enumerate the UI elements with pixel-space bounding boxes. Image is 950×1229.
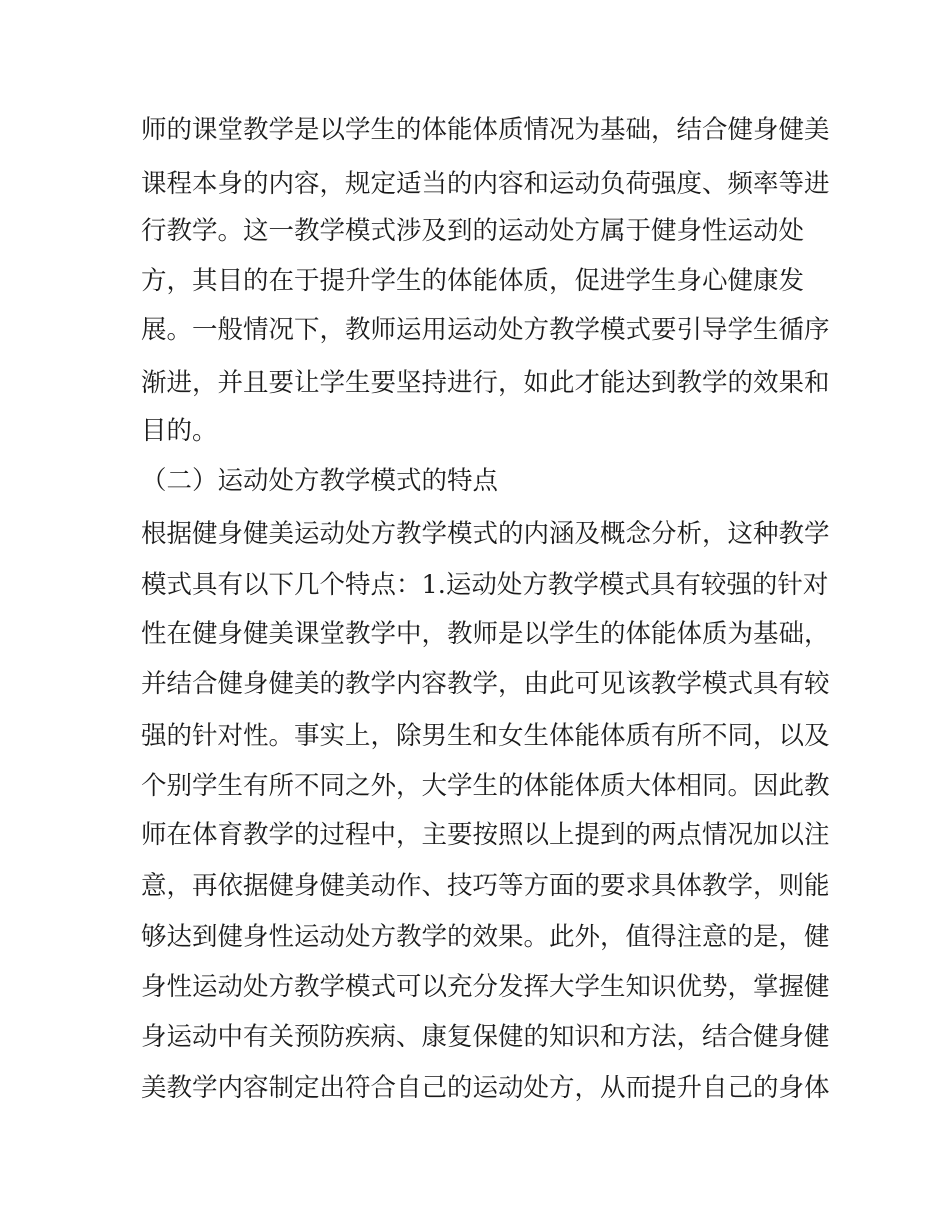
- text-line: 目的。: [141, 416, 218, 446]
- text-line: 方，其目的在于提升学生的体能体质，促进学生身心健康发: [141, 266, 805, 296]
- text-line: 课程本身的内容，规定适当的内容和运动负荷强度、频率等进: [141, 169, 830, 199]
- text-line: 身性运动处方教学模式可以充分发挥大学生知识优势，掌握健: [141, 972, 830, 1002]
- text-line: 渐进，并且要让学生要坚持进行，如此才能达到教学的效果和: [141, 368, 830, 398]
- text-line: 意，再依据健身健美动作、技巧等方面的要求具体教学，则能: [141, 871, 830, 901]
- text-line: 美教学内容制定出符合自己的运动处方，从而提升自己的身体: [141, 1073, 830, 1103]
- text-line: 根据健身健美运动处方教学模式的内涵及概念分析，这种教学: [141, 519, 830, 549]
- text-line: 行教学。这一教学模式涉及到的运动处方属于健身性运动处: [141, 216, 805, 246]
- text-line: 模式具有以下几个特点：1.运动处方教学模式具有较强的针对: [141, 570, 829, 600]
- text-line: 够达到健身性运动处方教学的效果。此外，值得注意的是，健: [141, 922, 830, 952]
- text-line: 并结合健身健美的教学内容教学，由此可见该教学模式具有较: [141, 669, 830, 699]
- text-line: 展。一般情况下，教师运用运动处方教学模式要引导学生循序: [141, 315, 830, 345]
- text-line: 性在健身健美课堂教学中，教师是以学生的体能体质为基础，: [141, 619, 830, 649]
- text-line: 身运动中有关预防疾病、康复保健的知识和方法，结合健身健: [141, 1022, 830, 1052]
- text-line: 强的针对性。事实上，除男生和女生体能体质有所不同，以及: [141, 721, 830, 751]
- section-heading: （二）运动处方教学模式的特点: [141, 466, 499, 496]
- text-line: 师在体育教学的过程中，主要按照以上提到的两点情况加以注: [141, 820, 830, 850]
- text-line: 个别学生有所不同之外，大学生的体能体质大体相同。因此教: [141, 771, 830, 801]
- text-line: 师的课堂教学是以学生的体能体质情况为基础，结合健身健美: [141, 115, 830, 145]
